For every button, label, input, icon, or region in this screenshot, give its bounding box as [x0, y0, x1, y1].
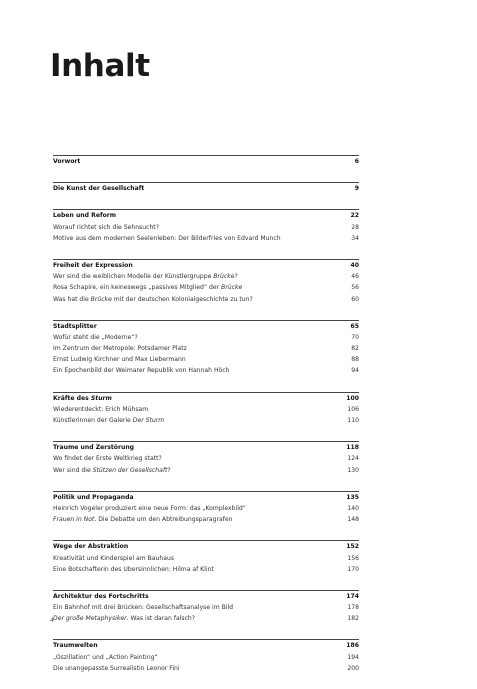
toc-page-number: 124 — [347, 455, 359, 463]
toc-section-heading — [53, 494, 359, 505]
toc-section-heading — [53, 444, 359, 455]
toc-title-segment: Architektur des Fortschritts — [53, 592, 149, 600]
toc-page-number: 46 — [351, 273, 359, 281]
toc-page-number: 156 — [347, 554, 359, 562]
toc-section-heading — [53, 323, 359, 334]
toc-entry — [53, 334, 359, 345]
toc-entry-title — [53, 235, 281, 243]
toc-title-segment: ? — [234, 273, 238, 281]
toc-page-number: 178 — [347, 604, 359, 612]
toc-entry-title — [53, 406, 148, 414]
toc-page-number: 100 — [346, 394, 359, 402]
toc-entry-title — [53, 367, 229, 375]
toc-page-number: 56 — [351, 284, 359, 292]
toc-title-segment: Politik und Propaganda — [53, 493, 134, 501]
toc-section-heading — [53, 158, 359, 169]
toc-title-segment: Frauen in Not — [53, 516, 95, 524]
toc-title-segment: Traumwelten — [53, 642, 98, 650]
toc-title-segment: Ernst Ludwig Kirchner und Max Liebermann — [53, 356, 186, 364]
toc-entry-title — [53, 212, 116, 220]
toc-entry-title — [53, 273, 238, 281]
toc-group — [53, 155, 359, 169]
toc-entry-title — [53, 296, 253, 304]
toc-title-segment: Brücke — [221, 284, 243, 292]
toc-title-segment: Ein Bahnhof mit drei Brücken: Gesellschaftsanalyse im Bild — [53, 604, 234, 612]
toc-title-segment: Sturm — [90, 394, 112, 402]
toc-page-number: 65 — [350, 322, 359, 330]
toc-title-segment: Wege der Abstraktion — [53, 543, 129, 551]
toc-group — [53, 182, 359, 196]
toc-title-segment: Wiederentdeckt: Erich Mühsam — [53, 405, 149, 413]
toc-page-number: 88 — [351, 356, 359, 364]
toc-entry — [53, 505, 359, 516]
toc-entry-title — [53, 593, 149, 601]
toc-entry — [53, 406, 359, 417]
toc-title-segment: Die Kunst der Gesellschaft — [53, 185, 145, 193]
toc-entry-title — [53, 444, 134, 452]
toc-entry-title — [53, 654, 158, 662]
toc-page-number: 9 — [354, 185, 359, 193]
toc-entry-title — [53, 417, 164, 425]
toc-entry — [53, 417, 359, 428]
toc-entry-title — [53, 516, 233, 524]
toc-section-heading — [53, 262, 359, 273]
toc-title-segment: Im Zentrum der Metropole: Potsdamer Platz — [53, 345, 187, 353]
toc-entry-title — [53, 284, 242, 292]
toc-title-segment: „Oszillation“ und „Action Painting“ — [53, 653, 158, 661]
toc-title-segment: Ein Epochenbild der Weimarer Republik von Hannah Höch — [53, 367, 230, 375]
toc-title-segment: ? — [167, 466, 171, 474]
toc-entry-title — [53, 395, 112, 403]
table-of-contents — [53, 155, 359, 689]
toc-entry — [53, 467, 359, 478]
toc-section-heading — [53, 593, 359, 604]
toc-section-heading — [53, 395, 359, 406]
toc-page-number: 82 — [351, 345, 359, 353]
toc-page-number: 40 — [350, 261, 359, 269]
toc-title-segment: . Was ist daran falsch? — [126, 615, 196, 623]
toc-title-segment: Traume und Zerstörung — [53, 444, 135, 452]
toc-page-number: 22 — [350, 212, 359, 220]
toc-entry — [53, 367, 359, 378]
toc-group — [53, 441, 359, 478]
toc-page-number: 94 — [351, 367, 359, 375]
toc-entry-title — [53, 262, 133, 270]
toc-title-segment: Was hat die — [53, 295, 91, 303]
toc-page-number: 130 — [347, 466, 359, 474]
toc-entry — [53, 604, 359, 615]
toc-entry — [53, 345, 359, 356]
toc-entry-title — [53, 543, 128, 551]
toc-page-number: 152 — [346, 543, 359, 551]
toc-entry-title — [53, 158, 80, 166]
toc-section-heading — [53, 543, 359, 554]
toc-entry — [53, 235, 359, 246]
toc-title-segment: Freiheit der Expression — [53, 261, 133, 269]
toc-group — [53, 540, 359, 577]
toc-page-number: 6 — [354, 158, 359, 165]
toc-entry — [53, 296, 359, 307]
toc-page-number: 110 — [347, 417, 359, 424]
toc-title-segment: Wer sind die weiblichen Modelle der Künstlergruppe — [53, 273, 214, 281]
toc-entry-title — [53, 467, 171, 475]
toc-entry — [53, 566, 359, 577]
toc-title-segment: Wofür steht die „Moderne“? — [53, 333, 138, 341]
toc-section-heading — [53, 642, 359, 653]
toc-page-number: 174 — [346, 592, 359, 600]
toc-page-number: 135 — [346, 493, 359, 501]
toc-title-segment: Künstlerinnen der Galerie — [53, 417, 133, 424]
toc-page-number: 186 — [346, 642, 359, 650]
toc-section-heading — [53, 185, 359, 196]
toc-title-segment: Wer sind die — [53, 466, 93, 474]
toc-group — [53, 320, 359, 379]
toc-entry — [53, 665, 359, 676]
toc-entry-title — [53, 345, 187, 353]
toc-page-number: 60 — [351, 295, 359, 303]
toc-title-segment: Brücke — [90, 295, 112, 303]
toc-title-segment: Kreativität und Kinderspiel am Bauhaus — [53, 554, 175, 562]
page-title: Inhalt — [50, 48, 150, 84]
toc-page-number: 106 — [347, 405, 359, 413]
toc-title-segment: Leben und Reform — [53, 212, 117, 220]
toc-section-heading — [53, 212, 359, 223]
toc-page-number: 170 — [347, 565, 359, 573]
toc-entry-title — [53, 334, 138, 342]
toc-page-number: 148 — [347, 516, 359, 524]
toc-title-segment: Heinrich Vogeler produziert eine neue Form: das „Komplexbild“ — [53, 504, 246, 512]
toc-title-segment: Worauf richtet sich die Sehnsucht? — [53, 223, 159, 231]
toc-page-number: 34 — [351, 234, 359, 242]
toc-entry-title — [53, 455, 162, 463]
toc-title-segment: Stützen der Gesellschaft — [92, 466, 168, 474]
toc-entry-title — [53, 665, 180, 673]
toc-entry — [53, 516, 359, 527]
toc-entry — [53, 273, 359, 284]
toc-entry-title — [53, 494, 134, 502]
toc-title-segment: Stadtsplitter — [53, 322, 97, 330]
toc-title-segment: Der Sturm — [132, 417, 165, 424]
toc-group — [53, 209, 359, 246]
toc-title-segment: mit der deutschen Kolonialgeschichte zu tun? — [111, 295, 253, 303]
toc-title-segment: Kräfte des — [53, 394, 91, 402]
toc-entry-title — [53, 323, 97, 331]
toc-entry — [53, 284, 359, 295]
toc-entry-title — [53, 224, 159, 232]
toc-group — [53, 392, 359, 429]
toc-group — [53, 590, 359, 627]
toc-entry — [53, 455, 359, 466]
toc-entry — [53, 224, 359, 235]
toc-title-segment: Eine Botschafterin des Übersinnlichen: Hilma af Klint — [53, 565, 214, 573]
toc-page-number: 118 — [346, 444, 359, 452]
toc-entry — [53, 654, 359, 665]
toc-entry — [53, 615, 359, 626]
toc-title-segment: Brücke — [213, 273, 235, 281]
toc-entry-title — [53, 566, 214, 574]
toc-title-segment: . Die Debatte um den Abtreibungsparagrafen — [94, 516, 233, 524]
toc-title-segment: Die unangepasste Surrealistin Leonor Fini — [53, 664, 180, 672]
toc-title-segment: Wo findet der Erste Weltkrieg statt? — [53, 455, 162, 463]
toc-title-segment: Motive aus dem modernen Seelenleben: Der Bilderfries von Edvard Munch — [53, 234, 281, 242]
toc-page-number: 140 — [347, 504, 359, 512]
toc-entry-title — [53, 642, 98, 650]
toc-page-number: 70 — [351, 333, 359, 341]
toc-group — [53, 491, 359, 528]
toc-entry-title — [53, 604, 233, 612]
toc-title-segment: Vorwort — [53, 158, 81, 165]
toc-title-segment: Der große Metaphysiker — [53, 615, 127, 623]
toc-entry-title — [53, 356, 186, 364]
toc-title-segment: Rosa Schapire, ein keineswegs „passives Mitglied“ der — [53, 284, 222, 292]
toc-entry-title — [53, 505, 246, 513]
page-number: 4 — [50, 617, 54, 624]
toc-page-number: 28 — [351, 223, 359, 231]
toc-entry-title — [53, 185, 144, 193]
toc-entry — [53, 356, 359, 367]
toc-group — [53, 639, 359, 676]
toc-entry-title — [53, 555, 174, 563]
toc-entry — [53, 555, 359, 566]
toc-page-number: 194 — [347, 653, 359, 661]
toc-page-number: 200 — [347, 664, 359, 672]
toc-group — [53, 259, 359, 307]
toc-page-number: 182 — [347, 615, 359, 623]
toc-entry-title — [53, 615, 195, 623]
